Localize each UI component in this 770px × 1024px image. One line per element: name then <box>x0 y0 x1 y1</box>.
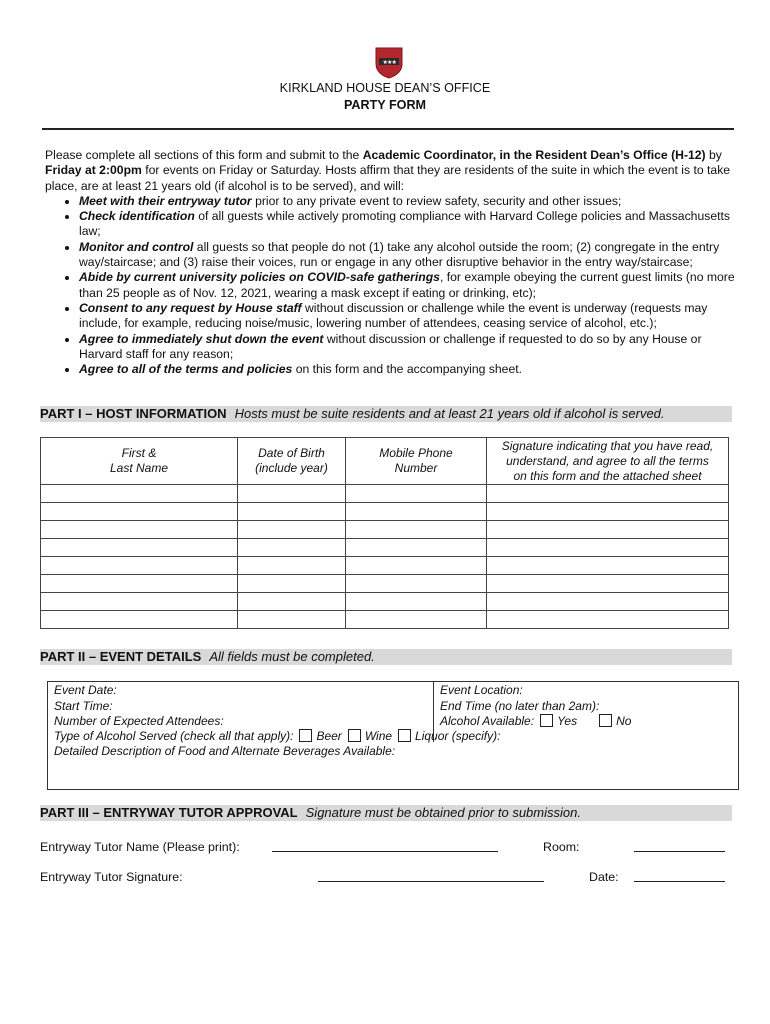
phone-cell[interactable] <box>346 539 487 557</box>
intro-paragraph <box>45 148 735 194</box>
table-row <box>41 485 729 503</box>
list-item-text: prior to any private event to review safety, security and other issues; <box>251 193 622 208</box>
alcohol-type-label: Type of Alcohol Served (check all that apply): <box>54 729 294 743</box>
kirkland-crest-icon <box>375 47 403 79</box>
dob-cell[interactable] <box>238 503 346 521</box>
signature-cell[interactable] <box>487 521 729 539</box>
list-item-lead: Abide by current university policies on COVID-safe gatherings <box>79 270 440 285</box>
list-item-text: on this form and the accompanying sheet. <box>292 362 523 377</box>
list-item-lead: Monitor and control <box>79 239 194 254</box>
col-header-dob <box>238 438 346 485</box>
name-cell[interactable] <box>41 521 238 539</box>
wine-label: Wine <box>364 729 393 743</box>
list-item <box>79 194 735 209</box>
room-input[interactable] <box>634 851 725 852</box>
list-item-text: without discussion or challenge if requested to do so by any House or Harvard staff for any reason; <box>79 331 702 361</box>
svg-text:★: ★ <box>391 58 397 66</box>
dob-cell[interactable] <box>238 611 346 629</box>
col-header-name <box>41 438 238 485</box>
table-row <box>41 557 729 575</box>
list-item <box>79 332 735 363</box>
form-title: PARTY FORM <box>343 98 427 112</box>
office-title: KIRKLAND HOUSE DEAN’S OFFICE <box>279 81 491 95</box>
col-header-line: understand, and agree to all the terms <box>506 453 709 468</box>
alcohol-available-row <box>440 714 631 728</box>
header-divider <box>42 128 734 130</box>
description-field[interactable]: Detailed Description of Food and Alternate Beverages Available: <box>54 744 396 758</box>
intro-text-1: Please complete all sections of this form and submit to the <box>45 148 363 162</box>
tutor-name-input[interactable] <box>272 851 498 852</box>
yes-label: Yes <box>557 714 578 728</box>
col-header-line: Number <box>394 461 438 475</box>
list-item-lead: Meet with their entryway tutor <box>79 193 252 208</box>
list-item <box>79 362 735 377</box>
part2-band <box>40 649 732 665</box>
event-date-field[interactable]: Event Date: <box>54 683 117 697</box>
col-header-line: Last Name <box>109 461 169 475</box>
col-header-line: Mobile Phone <box>379 446 453 460</box>
instructions <box>45 148 735 377</box>
name-cell[interactable] <box>41 611 238 629</box>
end-time-field[interactable]: End Time (no later than 2am): <box>440 699 600 713</box>
part3-band <box>40 805 732 821</box>
table-row <box>41 539 729 557</box>
yes-checkbox[interactable] <box>540 714 553 727</box>
name-cell[interactable] <box>41 503 238 521</box>
alcohol-available-label: Alcohol Available: <box>440 714 535 728</box>
col-header-line: Date of Birth <box>258 446 325 460</box>
no-checkbox[interactable] <box>599 714 612 727</box>
host-table-header <box>41 438 729 485</box>
phone-cell[interactable] <box>346 593 487 611</box>
dob-cell[interactable] <box>238 593 346 611</box>
col-header-line: First & <box>121 446 157 460</box>
table-row <box>41 593 729 611</box>
alcohol-type-row <box>54 729 500 743</box>
dob-cell[interactable] <box>238 539 346 557</box>
signature-cell[interactable] <box>487 557 729 575</box>
col-header-phone <box>346 438 487 485</box>
event-location-field[interactable]: Event Location: <box>440 683 523 697</box>
phone-cell[interactable] <box>346 557 487 575</box>
signature-cell[interactable] <box>487 485 729 503</box>
list-item-lead: Consent to any request by House staff <box>79 300 302 315</box>
phone-cell[interactable] <box>346 611 487 629</box>
tutor-signature-label: Entryway Tutor Signature: <box>40 870 183 884</box>
table-row <box>41 611 729 629</box>
part1-note: Hosts must be suite residents and at least 21 years old if alcohol is served. <box>234 406 665 421</box>
liquor-label: Liquor (specify): <box>415 729 501 743</box>
dob-cell[interactable] <box>238 575 346 593</box>
table-row <box>41 521 729 539</box>
part3-title: PART III – ENTRYWAY TUTOR APPROVAL <box>40 805 298 820</box>
list-item-lead: Agree to immediately shut down the event <box>79 331 324 346</box>
intro-text-3: for events on Friday or Saturday. Hosts affirm that they are residents of the suite in which the event is to take place, are at least 21 years old (if alcohol is to be served), and will: <box>45 163 731 193</box>
room-label: Room: <box>543 840 580 854</box>
host-obligations-list <box>45 194 735 378</box>
col-header-line: (include year) <box>255 461 328 475</box>
part2-note: All fields must be completed. <box>209 649 375 664</box>
list-item-text: without discussion or challenge while the event is underway (requests may include, for example, reducing noise/music, lowering number of attendees, ceasing service of alcohol, etc.); <box>79 300 708 331</box>
list-item <box>79 301 735 332</box>
signature-cell[interactable] <box>487 575 729 593</box>
name-cell[interactable] <box>41 593 238 611</box>
table-row <box>41 575 729 593</box>
list-item-text: of all guests while actively promoting compliance with Harvard College policies and Massachusetts law; <box>79 209 730 239</box>
no-label: No <box>616 714 632 728</box>
event-details-box <box>47 681 739 790</box>
beer-checkbox[interactable] <box>299 729 312 742</box>
dob-cell[interactable] <box>238 485 346 503</box>
name-cell[interactable] <box>41 539 238 557</box>
signature-cell[interactable] <box>487 503 729 521</box>
part1-title: PART I – HOST INFORMATION <box>40 406 227 421</box>
signature-cell[interactable] <box>487 611 729 629</box>
start-time-field[interactable]: Start Time: <box>54 699 113 713</box>
list-item-lead: Agree to all of the terms and policies <box>79 362 293 377</box>
svg-text:★: ★ <box>387 58 393 66</box>
svg-text:★: ★ <box>382 58 388 66</box>
name-cell[interactable] <box>41 575 238 593</box>
name-cell[interactable] <box>41 485 238 503</box>
col-header-line: on this form and the attached sheet <box>513 468 702 483</box>
intro-text-2: by <box>705 148 722 162</box>
phone-cell[interactable] <box>346 503 487 521</box>
intro-recipient: Academic Coordinator, in the Resident Dean’s Office (H-12) <box>362 148 706 162</box>
phone-cell[interactable] <box>346 575 487 593</box>
signature-cell[interactable] <box>487 593 729 611</box>
col-header-signature <box>487 438 729 485</box>
date-input[interactable] <box>634 881 725 882</box>
intro-deadline: Friday at 2:00pm <box>45 163 142 178</box>
attendees-field[interactable]: Number of Expected Attendees: <box>54 714 224 728</box>
part3-note: Signature must be obtained prior to submission. <box>305 805 581 820</box>
name-cell[interactable] <box>41 557 238 575</box>
list-item <box>79 240 735 271</box>
wine-checkbox[interactable] <box>348 729 361 742</box>
signature-cell[interactable] <box>487 539 729 557</box>
col-header-line: Signature indicating that you have read, <box>501 438 714 453</box>
list-item <box>79 209 735 240</box>
list-item <box>79 270 735 301</box>
beer-label: Beer <box>316 729 342 743</box>
dob-cell[interactable] <box>238 521 346 539</box>
list-item-text: , for example obeying the current guest limits (no more than 25 people as of Nov. 12, 2021, wearing a mask except if eating or drinking, etc); <box>79 270 735 300</box>
tutor-signature-input[interactable] <box>318 881 544 882</box>
phone-cell[interactable] <box>346 485 487 503</box>
phone-cell[interactable] <box>346 521 487 539</box>
part1-band <box>40 406 732 422</box>
table-row <box>41 503 729 521</box>
list-item-lead: Check identification <box>79 209 195 224</box>
date-label: Date: <box>589 870 619 884</box>
host-table <box>40 437 729 629</box>
liquor-checkbox[interactable] <box>398 729 411 742</box>
list-item-text: all guests so that people do not (1) take any alcohol outside the room; (2) congregate in the entry way/staircase; and (3) raise their voices, run or engage in any other disruptive behavior in the entry way/staircase; <box>79 239 720 270</box>
part2-title: PART II – EVENT DETAILS <box>40 649 202 664</box>
tutor-name-label: Entryway Tutor Name (Please print): <box>40 840 240 854</box>
dob-cell[interactable] <box>238 557 346 575</box>
